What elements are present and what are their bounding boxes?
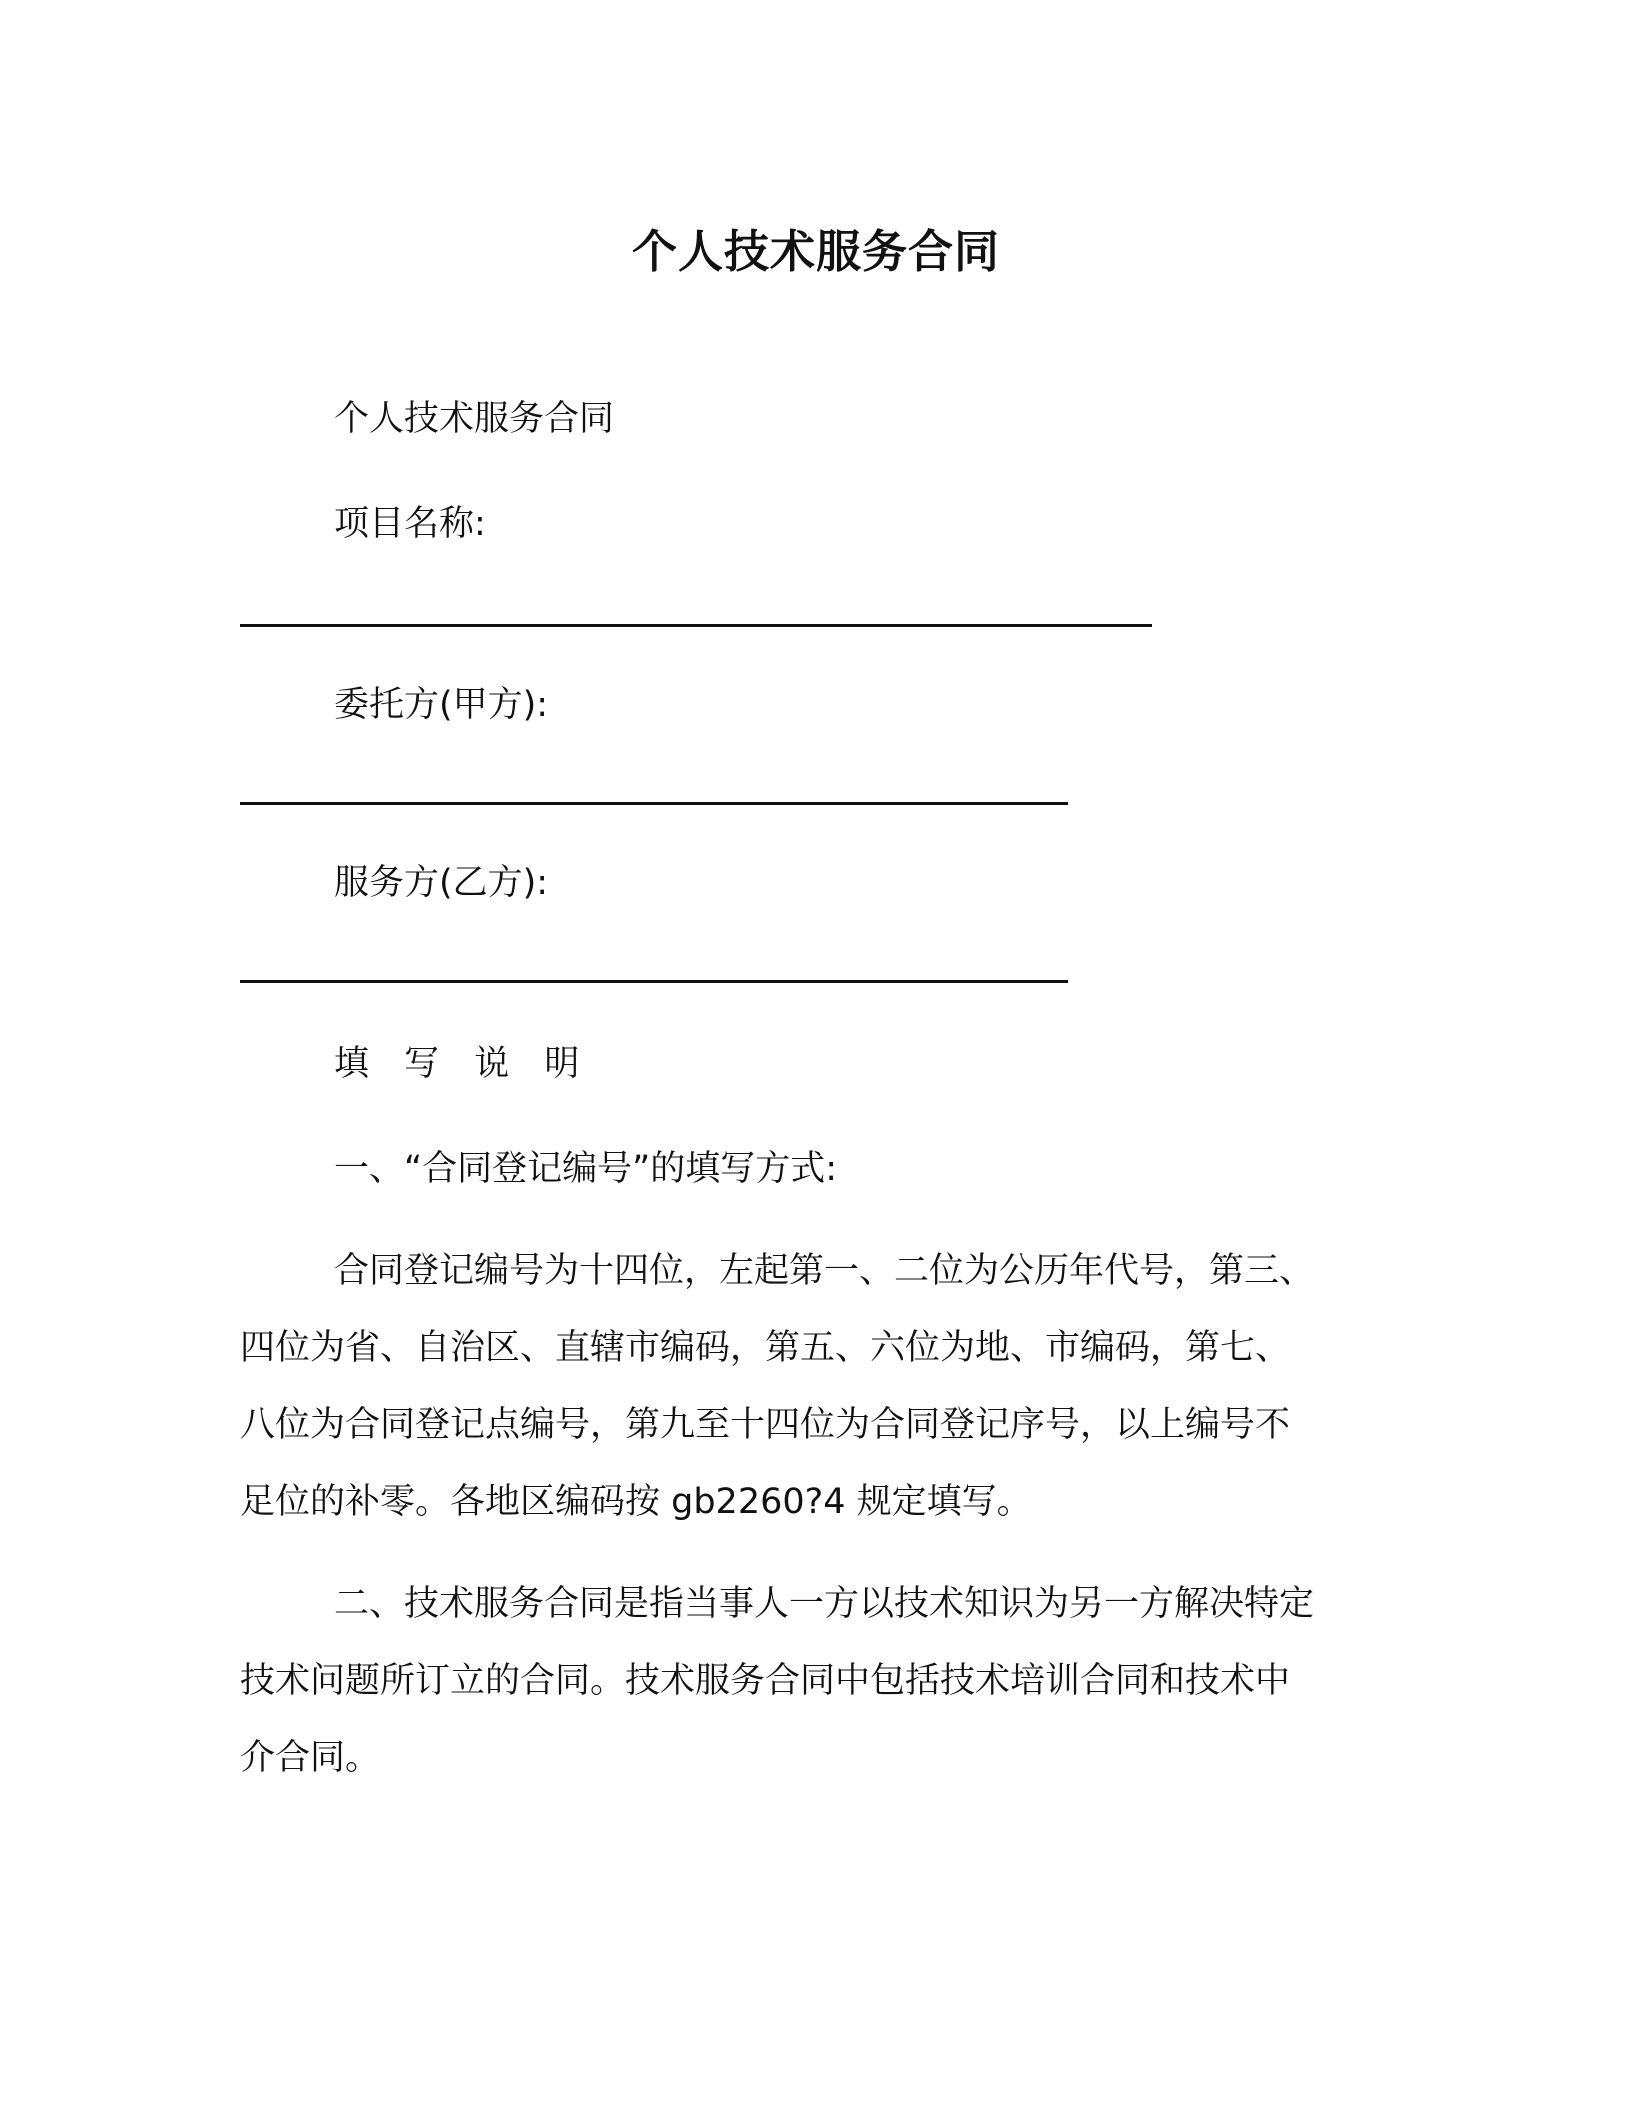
item1-line: 四位为省、自治区、直辖市编码，第五、六位为地、市编码，第七、 [240,1328,1291,1368]
document-title: 个人技术服务合同 [631,225,1000,278]
item2-line: 技术问题所订立的合同。技术服务合同中包括技术培训合同和技术中 [240,1661,1291,1701]
item1-line: 合同登记编号为十四位，左起第一、二位为公历年代号，第三、 [334,1251,1315,1291]
document-subtitle: 个人技术服务合同 [334,399,615,439]
provider-party-blank-line [240,980,1068,983]
client-party-blank-line [240,802,1068,805]
item1-heading: 一、“合同登记编号”的填写方式: [334,1149,838,1189]
item2-line: 二、技术服务合同是指当事人一方以技术知识为另一方解决特定 [334,1584,1315,1624]
item2-line: 介合同。 [240,1738,381,1778]
instructions-heading: 填 写 说 明 [334,1044,592,1084]
client-party-label: 委托方(甲方): [334,685,549,725]
item1-line: 八位为合同登记点编号，第九至十四位为合同登记序号，以上编号不 [240,1405,1291,1445]
item2-paragraph [240,1566,1400,1797]
project-name-label: 项目名称: [334,504,486,544]
project-name-blank-line [240,624,1152,627]
item1-paragraph [240,1233,1400,1541]
item1-line: 足位的补零。各地区编码按 gb2260?4 规定填写。 [240,1482,1032,1522]
provider-party-label: 服务方(乙方): [334,863,549,903]
